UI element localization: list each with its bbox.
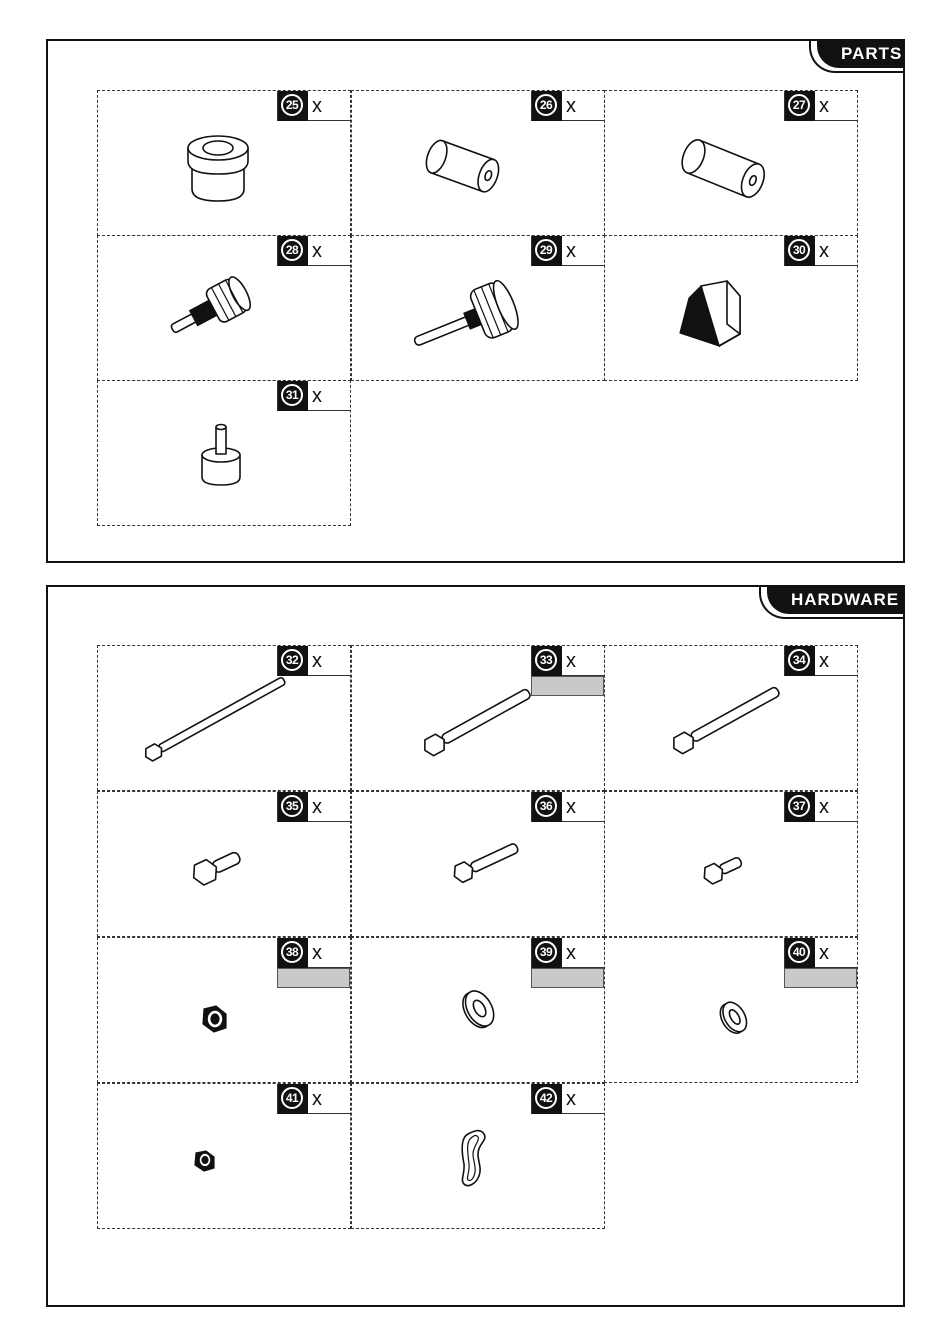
hardware-number-41: 41 [281,1087,303,1109]
hardware-cell-42 [351,1083,605,1229]
parts-section-label: PARTS [817,39,905,68]
part-cell-31 [97,380,351,526]
part-badge-31 [277,381,350,411]
hardware-badge-40 [784,938,857,968]
hardware-badge-36 [531,792,604,822]
hardware-number-40: 40 [788,941,810,963]
quantity-label: x [566,942,576,964]
quantity-label: x [819,942,829,964]
part-number-29: 29 [535,239,557,261]
hardware-number-33: 33 [535,649,557,671]
part-number-27: 27 [788,94,810,116]
part-number-26: 26 [535,94,557,116]
part-number-25: 25 [281,94,303,116]
part-cell-29 [351,235,605,381]
parts-section [46,39,905,563]
hardware-cell-40 [604,937,858,1083]
hardware-cell-34 [604,645,858,791]
quantity-shaded-bar [277,968,350,988]
quantity-label: x [819,95,829,117]
hardware-cell-37 [604,791,858,937]
hardware-badge-33 [531,646,604,676]
part-badge-28 [277,236,350,266]
hardware-section [46,585,905,1307]
hardware-number-36: 36 [535,795,557,817]
quantity-label: x [312,1088,322,1110]
hardware-number-34: 34 [788,649,810,671]
hardware-section-label: HARDWARE [767,585,905,614]
quantity-label: x [819,240,829,262]
hardware-number-35: 35 [281,795,303,817]
part-badge-29 [531,236,604,266]
hardware-number-39: 39 [535,941,557,963]
quantity-label: x [819,796,829,818]
hardware-number-42: 42 [535,1087,557,1109]
quantity-shaded-bar [531,968,604,988]
hardware-cell-41 [97,1083,351,1229]
hardware-badge-39 [531,938,604,968]
quantity-label: x [566,796,576,818]
hardware-badge-42 [531,1084,604,1114]
hardware-number-38: 38 [281,941,303,963]
quantity-shaded-bar [531,676,604,696]
part-badge-25 [277,91,350,121]
hardware-cell-35 [97,791,351,937]
part-badge-30 [784,236,857,266]
quantity-label: x [312,650,322,672]
hardware-badge-37 [784,792,857,822]
hardware-cell-38 [97,937,351,1083]
part-cell-30 [604,235,858,381]
part-badge-27 [784,91,857,121]
hardware-badge-38 [277,938,350,968]
quantity-label: x [566,240,576,262]
hardware-cell-36 [351,791,605,937]
part-cell-25 [97,90,351,236]
part-cell-28 [97,235,351,381]
hardware-cell-33 [351,645,605,791]
quantity-label: x [312,796,322,818]
part-cell-26 [351,90,605,236]
hardware-badge-34 [784,646,857,676]
quantity-label: x [566,1088,576,1110]
hardware-badge-32 [277,646,350,676]
quantity-label: x [312,95,322,117]
part-cell-27 [604,90,858,236]
hardware-cell-32 [97,645,351,791]
part-badge-26 [531,91,604,121]
quantity-label: x [312,942,322,964]
quantity-label: x [566,95,576,117]
part-number-28: 28 [281,239,303,261]
hardware-number-32: 32 [281,649,303,671]
hardware-number-37: 37 [788,795,810,817]
quantity-label: x [566,650,576,672]
quantity-label: x [819,650,829,672]
hardware-badge-41 [277,1084,350,1114]
quantity-label: x [312,240,322,262]
hardware-badge-35 [277,792,350,822]
quantity-shaded-bar [784,968,857,988]
part-number-31: 31 [281,384,303,406]
part-number-30: 30 [788,239,810,261]
quantity-label: x [312,385,322,407]
hardware-cell-39 [351,937,605,1083]
